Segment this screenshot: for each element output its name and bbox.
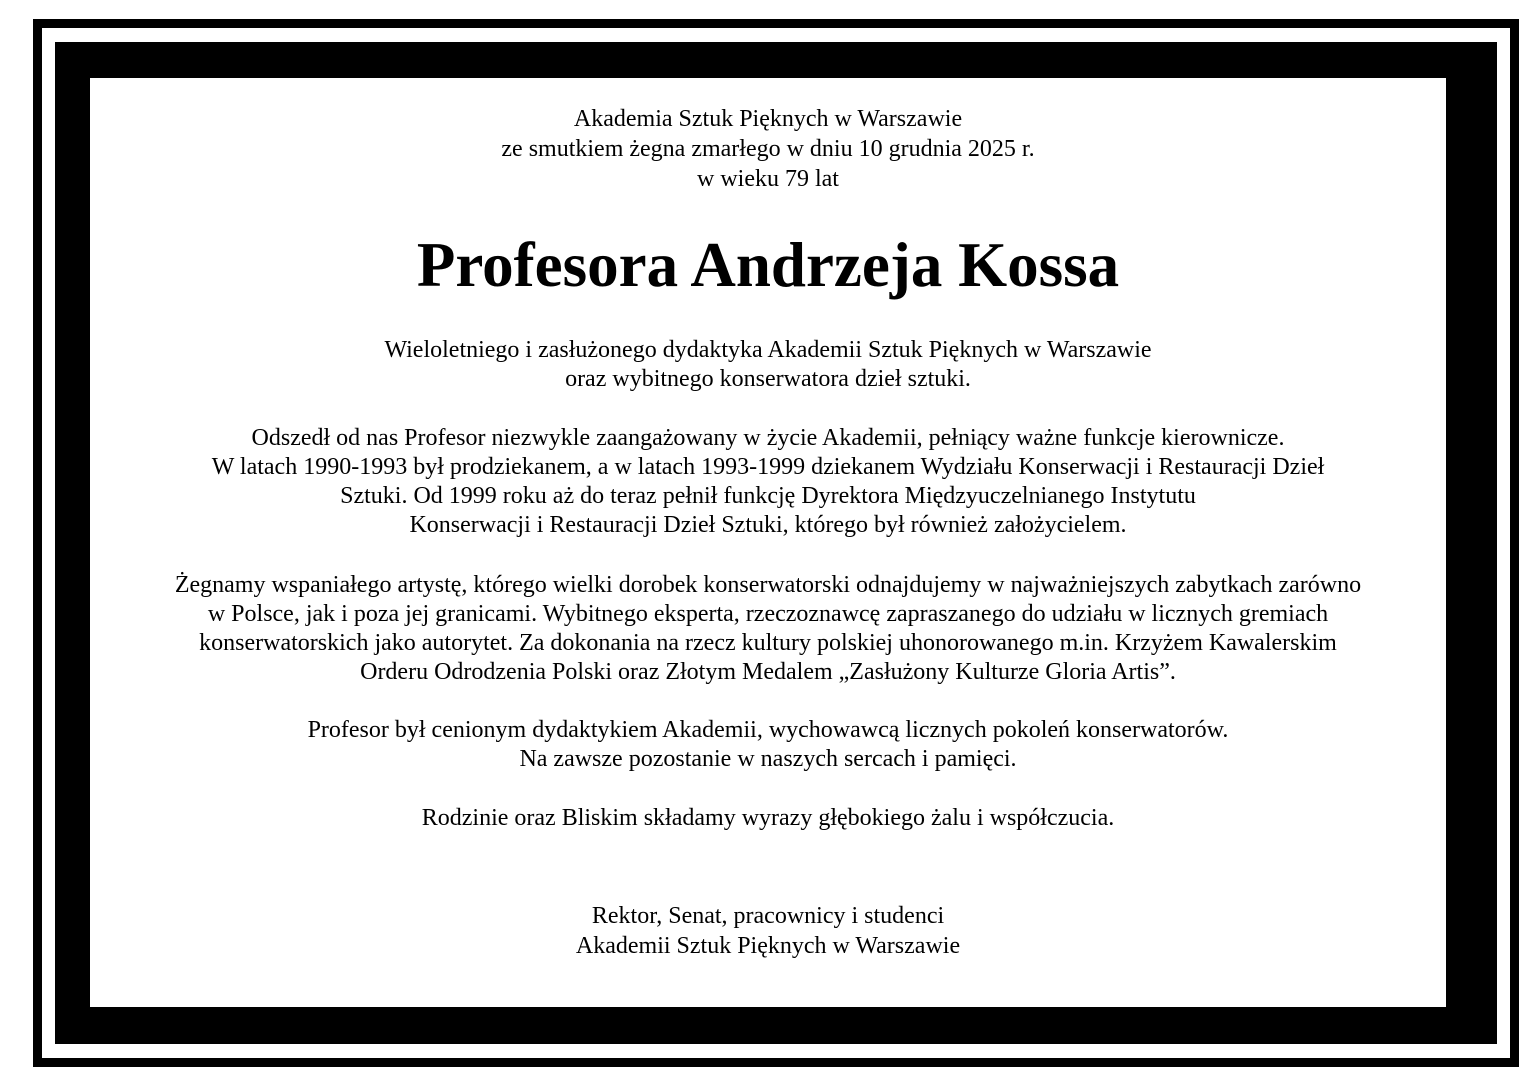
header-line: Akademia Sztuk Pięknych w Warszawie	[573, 106, 963, 132]
paragraph-line: konserwatorskich jako autorytet. Za dokonania na rzecz kultury polskiej uhonorowanego m.in. Krzyżem Kawalerskim	[199, 630, 1337, 656]
header-line: w wieku 79 lat	[697, 166, 839, 192]
signature-line: Rektor, Senat, pracownicy i studenci	[591, 903, 945, 929]
paragraph-teaching	[90, 716, 1446, 774]
paragraph-line: Odszedł od nas Profesor niezwykle zaangażowany w życie Akademii, pełniący ważne funkcje kierownicze.	[251, 425, 1285, 451]
paragraph-line: oraz wybitnego konserwatora dzieł sztuki.	[565, 366, 971, 392]
paragraph-line: Wieloletniego i zasłużonego dydaktyka Akademii Sztuk Pięknych w Warszawie	[384, 337, 1152, 363]
paragraph-line: Rodzinie oraz Bliskim składamy wyrazy głębokiego żalu i współczucia.	[421, 805, 1115, 831]
paragraph-line: Żegnamy wspaniałego artystę, którego wielki dorobek konserwatorski odnajdujemy w najważniejszych zabytkach zarówno	[174, 572, 1362, 598]
paragraph-line: W latach 1990-1993 był prodziekanem, a w latach 1993-1999 dziekanem Wydziału Konserwacji i Restauracji Dzieł	[211, 454, 1325, 480]
signature-block	[90, 901, 1446, 961]
paragraph-line: Sztuki. Od 1999 roku aż do teraz pełnił funkcję Dyrektora Międzyuczelnianego Instytutu	[340, 483, 1196, 509]
paragraph-condolences	[90, 804, 1446, 833]
paragraph-role	[90, 336, 1446, 394]
paragraph-achievements	[90, 571, 1446, 687]
paragraph-line: Na zawsze pozostanie w naszych sercach i pamięci.	[519, 746, 1017, 772]
paragraph-line: w Polsce, jak i poza jej granicami. Wybitnego eksperta, rzeczoznawcę zapraszanego do udziału w licznych gremiach	[207, 601, 1329, 627]
paragraph-line: Orderu Odrodzenia Polski oraz Złotym Medalem „Zasłużony Kulturze Gloria Artis”.	[360, 659, 1176, 685]
paragraph-line: Profesor był cenionym dydaktykiem Akademii, wychowawcą licznych pokoleń konserwatorów.	[307, 717, 1229, 743]
deceased-name: Profesora Andrzeja Kossa	[416, 230, 1120, 300]
paragraph-career	[90, 424, 1446, 540]
obituary-notice	[90, 78, 1446, 1007]
paragraph-line: Konserwacji i Restauracji Dzieł Sztuki, którego był również założycielem.	[409, 512, 1127, 538]
signature-line: Akademii Sztuk Pięknych w Warszawie	[575, 933, 961, 959]
header-block	[90, 104, 1446, 194]
header-line: ze smutkiem żegna zmarłego w dniu 10 grudnia 2025 r.	[501, 136, 1035, 162]
